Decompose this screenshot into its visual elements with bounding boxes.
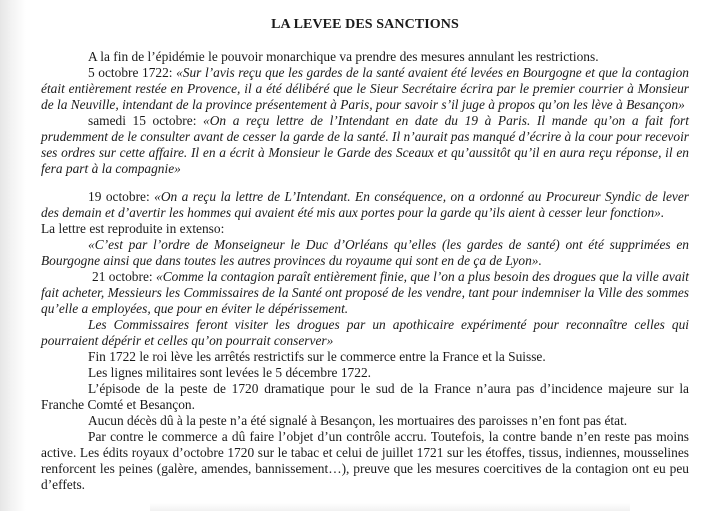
paragraph-text: Par contre le commerce a dû faire l’objet d’un contrôle accru. Toutefois, la contre bande n’en reste pas moins active. Les édits royaux d’octobre 1720 sur le tabac et celui de juillet 1721 sur les étoffes, tissus, indiennes, mousselines renforcent les peines (galère, amendes, bannissement…), preuve que les mesures coercitives de la contagion ont eu peu d’effets. — [41, 429, 689, 492]
paragraph-quote: «On a reçu la lettre de L’Intendant. En conséquence, on a ordonné au Procureur Syndic de lever des demain et d’avertir les hommes qui avaient été mis aux portes pour la garde qu’ils aient à cesser leur fonction». — [41, 189, 689, 220]
paragraph-date: samedi 15 octobre: — [88, 113, 204, 128]
paragraph-text: A la fin de l’épidémie le pouvoir monarchique va prendre des mesures annulant les restrictions. — [88, 49, 599, 64]
paragraph-5-octobre — [41, 65, 689, 113]
paragraph-quote: «Comme la contagion paraît entièrement finie, que l’on a plus besoin des drogues que la ville avait fait acheter, Messieurs les Commissaires de la Santé ont proposé de les vendre, tant pour indemniser la Ville des sommes qu’elle a employées, que pour en éviter le dépérissement. — [41, 269, 689, 316]
paragraph-gap — [41, 177, 689, 189]
paragraph-lettre-quote — [41, 237, 689, 269]
paragraph-commerce — [41, 429, 689, 493]
paragraph-fin-1722 — [41, 349, 689, 365]
paragraph-21-octobre — [41, 269, 689, 317]
paragraph-text: L’épisode de la peste de 1720 dramatique pour le sud de la France n’aura pas d’incidence majeure sur la Franche Comté et Besançon. — [41, 381, 689, 412]
paragraph-quote: «C’est par l’ordre de Monseigneur le Duc d’Orléans qu’elles (les gardes de santé) ont été supprimées en Bourgogne ainsi que dans toutes les autres provinces du royaume qui sont en de ça de Lyon». — [41, 237, 689, 268]
paragraph-aucun-deces — [41, 413, 689, 429]
paragraph-text: La lettre est reproduite in extenso: — [41, 221, 225, 236]
paragraph-commissaires — [41, 317, 689, 349]
paragraph-text: Les lignes militaires sont levées le 5 décembre 1722. — [88, 365, 371, 380]
paragraph-date: 19 octobre: — [88, 189, 155, 204]
document-body — [41, 49, 689, 493]
paragraph-quote: Les Commissaires feront visiter les drogues par un apothicaire expérimenté pour reconnaître celles qui pourraient dépérir et celles qu’on pourrait conserver» — [41, 317, 689, 348]
page-edge-shadow — [0, 0, 26, 511]
paragraph-lignes-militaires — [41, 365, 689, 381]
paragraph-date: 21 octobre: — [92, 269, 156, 284]
paragraph-15-octobre — [41, 113, 689, 177]
paragraph-date: 5 octobre 1722: — [88, 65, 177, 80]
paragraph-lettre-intro — [41, 221, 689, 237]
paragraph-intro — [41, 49, 689, 65]
paragraph-quote: «On a reçu lettre de l’Intendant en date du 19 à Paris. Il mande qu’on a fait fort prudemment de le consulter avant de cesser la garde de la santé. Il n’aurait pas manqué d’écrire à la cour pour recevoir ses ordres sur cette affaire. Il en a écrit à Monsieur le Garde des Sceaux et qu’aussitôt qu’il en aura reçu réponse, il en fera part à la compagnie» — [41, 113, 689, 176]
paragraph-19-octobre — [41, 189, 689, 221]
paragraph-quote: «Sur l’avis reçu que les gardes de la santé avaient été levées en Bourgogne et que la contagion était entièrement restée en Provence, il a été délibéré que le Sieur Secrétaire écrira par le premier courrier à Monsieur de la Neuville, intendant de la province présentement à Paris, pour savoir s’il juge à propos qu’on les lève à Besançon» — [41, 65, 689, 112]
page-title: LA LEVEE DES SANCTIONS — [271, 17, 459, 32]
paragraph-episode-peste — [41, 381, 689, 413]
paragraph-text: Aucun décès dû à la peste n’a été signalé à Besançon, les mortuaires des paroisses n’en font pas état. — [88, 413, 628, 428]
next-page-bleed — [150, 503, 630, 511]
paragraph-text: Fin 1722 le roi lève les arrêtés restrictifs sur le commerce entre la France et la Suisse. — [88, 349, 546, 364]
